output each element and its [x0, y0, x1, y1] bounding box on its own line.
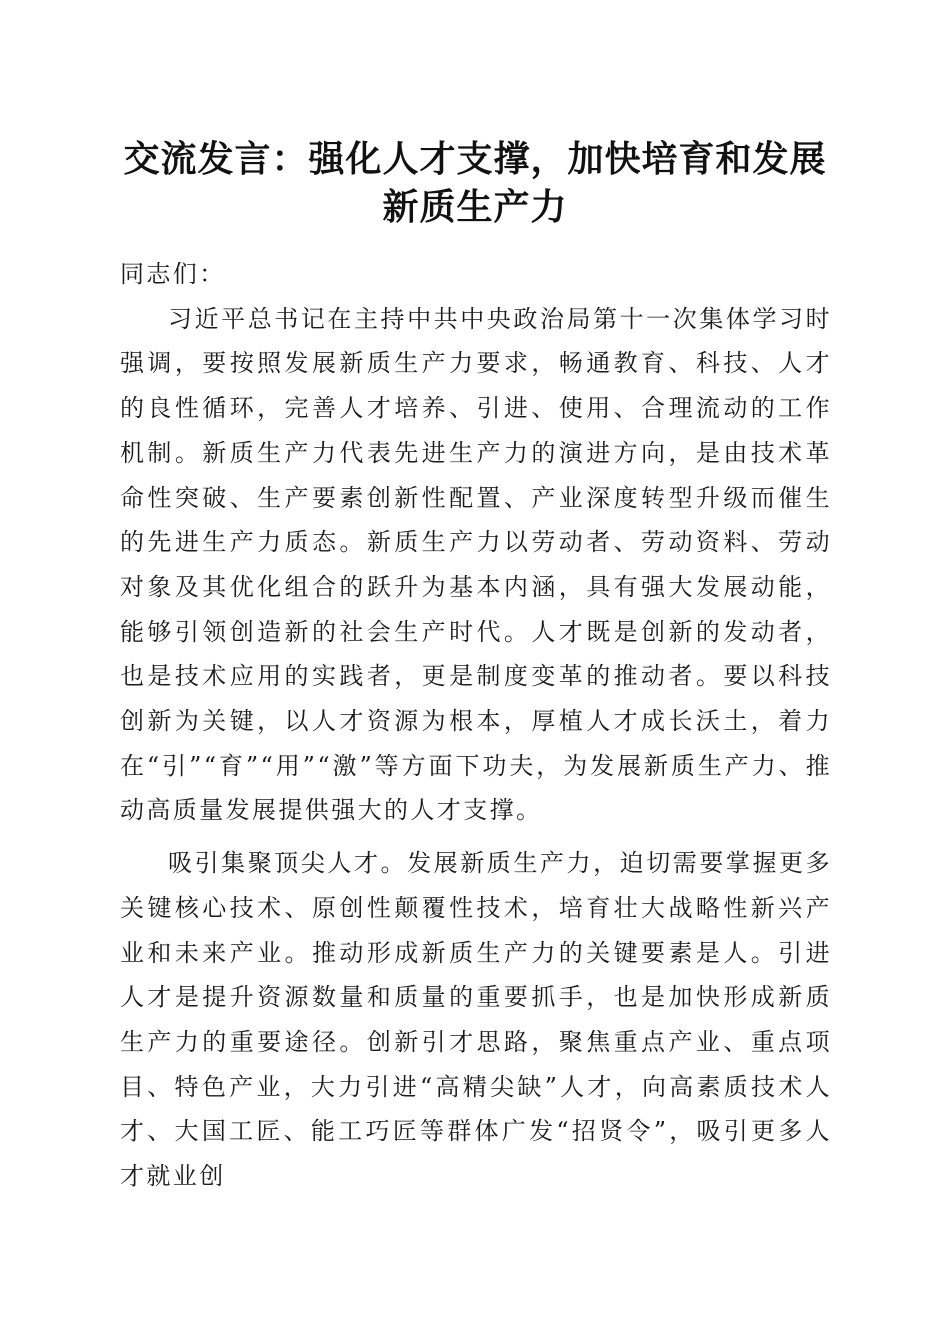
- salutation: 同志们：: [120, 260, 226, 288]
- document-title: 交流发言：强化人才支撑，加快培育和发展新质生产力: [123, 139, 827, 228]
- document-body: [120, 252, 832, 1199]
- paragraph-intro: 习近平总书记在主持中共中央政治局第十一次集体学习时强调，要按照发展新质生产力要求，畅通教育、科技、人才的良性循环，完善人才培养、引进、使用、合理流动的工作机制。新质生产力代表先进生产力的演进方向，是由技术革命性突破、生产要素创新性配置、产业深度转型升级而催生的先进生产力质态。新质生产力以劳动者、劳动资料、劳动对象及其优化组合的跃升为基本内涵，具有强大发展动能，能够引领创造新的社会生产时代。人才既是创新的发动者，也是技术应用的实践者，更是制度变革的推动者。要以科技创新为关键，以人才资源为根本，厚植人才成长沃土，着力在“引”“育”“用”“激”等方面下功夫，为发展新质生产力、推动高质量发展提供强大的人才支撑。: [120, 304, 832, 825]
- paragraph-attract-talent: 吸引集聚顶尖人才。发展新质生产力，迫切需要掌握更多关键核心技术、原创性颠覆性技术，培育壮大战略性新兴产业和未来产业。推动形成新质生产力的关键要素是人。引进人才是提升资源数量和质量的重要抓手，也是加快形成新质生产力的重要途径。创新引才思路，聚焦重点产业、重点项目、特色产业，大力引进“高精尖缺”人才，向高素质技术人才、大国工匠、能工巧匠等群体广发“招贤令”，吸引更多人才就业创: [120, 849, 832, 1191]
